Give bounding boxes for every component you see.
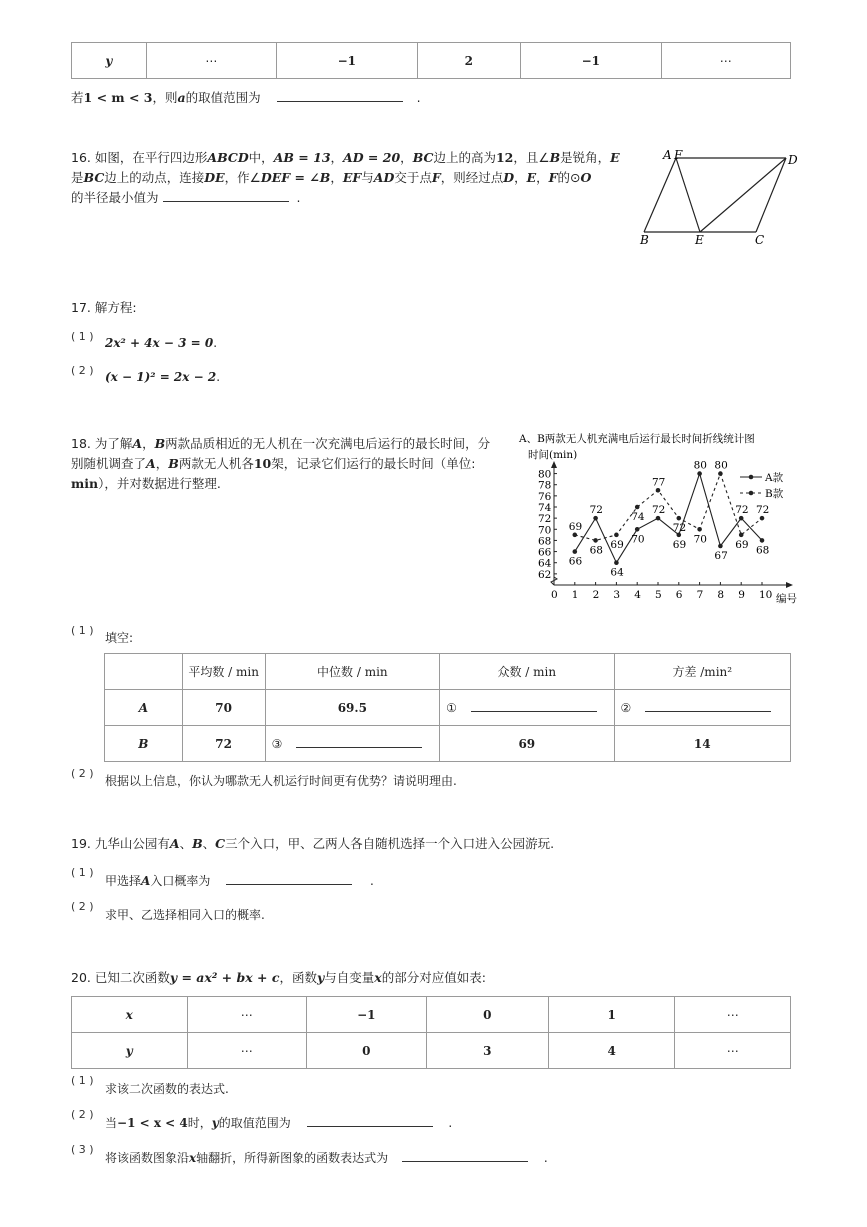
- data-label: 80: [714, 459, 728, 472]
- line-chart: [514, 430, 804, 610]
- x-axis-arrow: [786, 582, 793, 588]
- data-label: 70: [631, 533, 645, 546]
- chart-title: A、B两款无人机充满电后运行最长时间折线统计图: [519, 433, 755, 445]
- table-cell: ⋯: [675, 1033, 791, 1069]
- range-question-line: 若1 < m < 3，则a的取值范围为 .: [71, 90, 421, 105]
- part-number: ( 1 ): [71, 866, 94, 879]
- data-label: 69: [568, 520, 583, 533]
- x-tick-label: 3: [613, 589, 621, 601]
- question-18: 18. 为了解A，B两款品质相近的无人机在一次充满电后运行的最长时间，分 别随机调查了A，B两款无人机各10架，记录它们运行的最长时间（单位: min），并对数据进行整理.: [71, 436, 491, 491]
- data-point: [573, 549, 578, 554]
- chart-x-axis-label: 编号: [776, 593, 797, 605]
- data-point: [656, 516, 661, 521]
- fill-in-label: 填空:: [105, 631, 134, 645]
- answer-blank[interactable]: [277, 90, 403, 102]
- data-label: 69: [672, 538, 687, 551]
- x-tick-label: 5: [655, 589, 662, 601]
- answer-blank[interactable]: [471, 700, 597, 712]
- part-number: ( 2 ): [71, 1108, 94, 1121]
- data-label: 72: [735, 504, 749, 517]
- data-point: [697, 471, 702, 476]
- data-point: [760, 516, 765, 521]
- segment-fe: [676, 158, 700, 232]
- data-point: [739, 533, 744, 538]
- table-cell: 2: [417, 43, 521, 79]
- segment-ed: [700, 158, 786, 232]
- data-label: 66: [568, 555, 583, 568]
- part-text: 将该函数图象沿x轴翻折，所得新图象的函数表达式为 .: [105, 1151, 548, 1165]
- x-tick-label: 9: [738, 589, 745, 601]
- answer-blank[interactable]: [163, 190, 289, 202]
- equation-2: (x − 1)² = 2x − 2.: [105, 370, 221, 384]
- data-point: [635, 527, 640, 532]
- table-header: 众数 / min: [440, 654, 614, 690]
- data-label: 69: [610, 538, 624, 551]
- legend-label: A款: [765, 472, 784, 484]
- y-tick-label: 68: [538, 535, 552, 548]
- row-label: y: [72, 1033, 188, 1069]
- x-tick-label: 0: [551, 589, 558, 601]
- table-cell: ⋯: [187, 997, 307, 1033]
- data-point: [697, 527, 702, 532]
- y-tick-label: 80: [538, 468, 552, 481]
- part-text: 求该二次函数的表达式.: [105, 1082, 229, 1096]
- answer-cell: ②: [614, 690, 790, 726]
- data-label: 74: [631, 511, 645, 523]
- row-label: x: [72, 997, 188, 1033]
- part-number: ( 1 ): [71, 330, 94, 343]
- vertex-label-a: A: [663, 148, 672, 162]
- table-cell: 3: [426, 1033, 548, 1069]
- part-number: ( 1 ): [71, 1074, 94, 1087]
- x-tick-label: 4: [634, 589, 641, 601]
- data-point: [614, 533, 619, 538]
- vertex-label-e: E: [695, 233, 704, 246]
- x-tick-label: 6: [675, 589, 683, 601]
- data-point: [718, 471, 723, 476]
- data-label: 68: [756, 544, 770, 557]
- data-label: 68: [589, 544, 603, 557]
- y-tick-label: 70: [538, 524, 552, 537]
- question-16: 16. 如图，在平行四边形ABCD中，AB = 13，AD = 20，BC边上的高为12，且∠B是锐角，E 是BC边上的动点，连接DE，作∠DEF = ∠B，EF与AD交于点F，则经过点D，E，F的⊙O 的半径最小值为 .: [71, 150, 620, 205]
- table-cell: 0: [307, 1033, 427, 1069]
- part-text: 甲选择A入口概率为 .: [105, 874, 374, 888]
- data-label: 72: [589, 504, 603, 517]
- x-tick-label: 7: [696, 589, 704, 601]
- table-cell: 0: [426, 997, 548, 1033]
- part-number: ( 2 ): [71, 900, 94, 913]
- edge-ab: [644, 158, 676, 232]
- top-value-table: [71, 42, 791, 79]
- data-point: [718, 544, 723, 549]
- x-tick-label: 10: [759, 589, 773, 601]
- table-cell: ⋯: [661, 43, 791, 79]
- data-point: [635, 505, 640, 510]
- vertex-label-c: C: [755, 233, 765, 246]
- table-header: 中位数 / min: [265, 654, 439, 690]
- table-cell: ⋯: [146, 43, 276, 79]
- y-axis-arrow: [551, 461, 557, 468]
- y-tick-label: 64: [538, 557, 552, 570]
- table-cell: −1: [307, 997, 427, 1033]
- table-cell: 72: [182, 726, 265, 762]
- x-tick-label: 1: [571, 589, 579, 601]
- table-cell: 69: [440, 726, 614, 762]
- answer-cell: ①: [440, 690, 614, 726]
- parallelogram-figure: [636, 146, 806, 246]
- answer-blank[interactable]: [226, 873, 352, 885]
- table-cell: −1: [521, 43, 661, 79]
- data-point: [593, 538, 598, 543]
- chart-legend: [740, 471, 784, 500]
- data-label: 77: [652, 476, 666, 489]
- data-label: 72: [756, 504, 770, 517]
- table-cell: 69.5: [265, 690, 439, 726]
- table-cell: 14: [614, 726, 790, 762]
- part-text: 当−1 < x < 4时，y的取值范围为 .: [105, 1116, 453, 1130]
- answer-blank[interactable]: [645, 700, 771, 712]
- question-19: 19. 九华山公园有A、B、C三个入口，甲、乙两人各自随机选择一个入口进入公园游玩.: [71, 836, 555, 851]
- vertex-label-d: D: [788, 153, 798, 167]
- table-cell: 1: [549, 997, 675, 1033]
- data-point: [656, 488, 661, 493]
- data-point: [739, 516, 744, 521]
- equation-1: 2x² + 4x − 3 = 0.: [105, 336, 218, 350]
- y-tick-label: 66: [538, 546, 552, 559]
- data-point: [677, 516, 682, 521]
- x-tick-label: 2: [592, 589, 600, 601]
- table-cell: 4: [549, 1033, 675, 1069]
- table-header: 方差 /min²: [614, 654, 790, 690]
- table-cell: −1: [277, 43, 417, 79]
- chart-y-axis-label: 时间(min): [528, 449, 578, 461]
- answer-blank[interactable]: [307, 1115, 433, 1127]
- part-number: ( 2 ): [71, 767, 94, 780]
- table-header: 平均数 / min: [182, 654, 265, 690]
- data-point: [614, 560, 619, 565]
- data-label: 72: [672, 522, 687, 535]
- y-tick-label: 78: [538, 479, 552, 492]
- question-17-title: 17. 解方程:: [71, 300, 137, 315]
- chart-series: [569, 460, 770, 579]
- data-point: [760, 538, 765, 543]
- table-cell: ⋯: [675, 997, 791, 1033]
- legend-label: B款: [765, 488, 784, 500]
- answer-blank[interactable]: [402, 1150, 528, 1162]
- part-text: 求甲、乙选择相同入口的概率.: [105, 908, 265, 922]
- part-number: ( 2 ): [71, 364, 94, 377]
- table-label-cell: y: [72, 43, 147, 79]
- y-tick-label: 72: [538, 513, 552, 526]
- y-tick-label: 62: [538, 568, 552, 581]
- data-label: 72: [652, 504, 666, 517]
- table-cell: 70: [182, 690, 265, 726]
- data-label: 70: [693, 533, 707, 546]
- question-20: 20. 已知二次函数y = ax² + bx + c，函数y与自变量x的部分对应值如表:: [71, 970, 486, 985]
- data-point: [593, 516, 598, 521]
- table-header: [105, 654, 183, 690]
- data-label: 67: [714, 550, 728, 562]
- data-label: 80: [693, 459, 707, 472]
- data-label: 69: [735, 538, 749, 551]
- answer-cell: ③: [265, 726, 439, 762]
- data-label: 64: [610, 566, 624, 579]
- y-tick-label: 76: [538, 490, 552, 503]
- statistics-table: [104, 653, 791, 762]
- part-text: 根据以上信息，你认为哪款无人机运行时间更有优势？请说明理由.: [105, 774, 457, 788]
- function-value-table: [71, 996, 791, 1069]
- data-point: [573, 533, 578, 538]
- part-number: ( 3 ): [71, 1143, 94, 1156]
- answer-blank[interactable]: [296, 736, 422, 748]
- row-label: A: [105, 690, 183, 726]
- edge-cd: [756, 158, 786, 232]
- vertex-label-f: F: [674, 148, 683, 162]
- y-tick-label: 74: [538, 502, 552, 514]
- row-label: B: [105, 726, 183, 762]
- legend-marker: [749, 475, 754, 480]
- part-number: ( 1 ): [71, 624, 94, 637]
- vertex-label-b: B: [640, 233, 649, 246]
- legend-marker: [749, 491, 754, 496]
- x-tick-label: 8: [717, 589, 725, 601]
- table-cell: ⋯: [187, 1033, 307, 1069]
